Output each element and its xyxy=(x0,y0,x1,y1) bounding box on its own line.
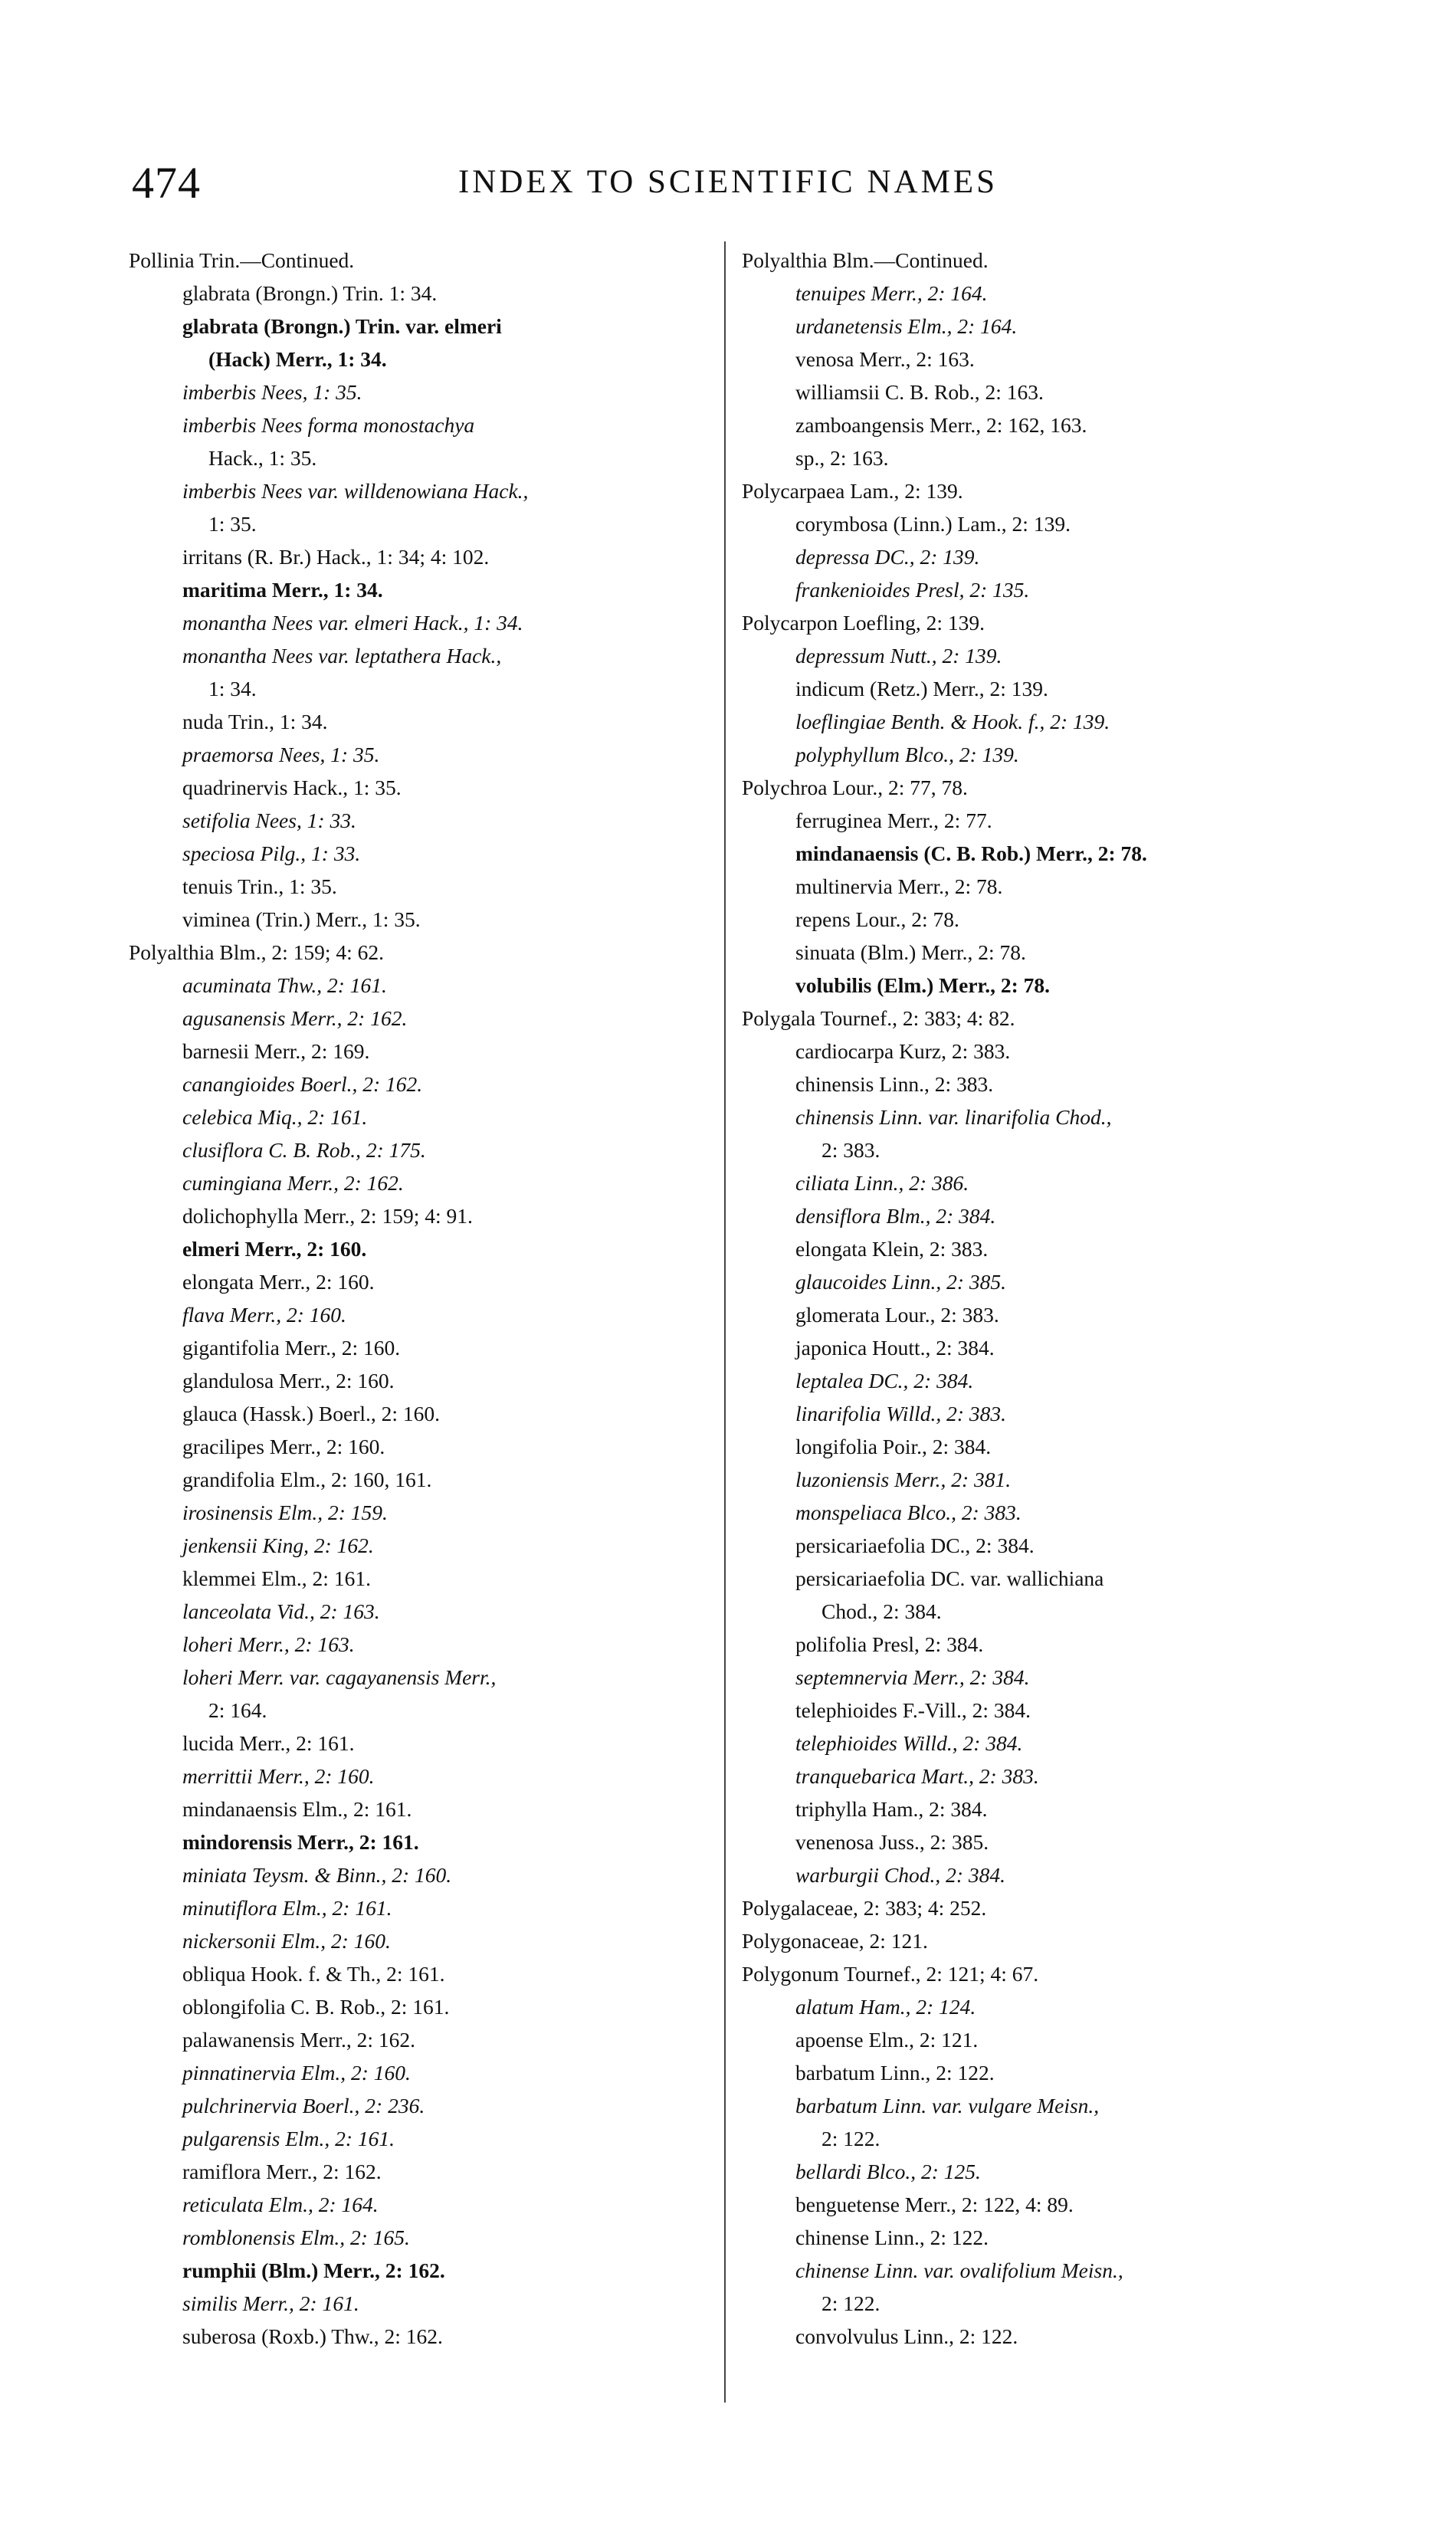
species-entry: imberbis Nees forma monostachya xyxy=(182,413,475,437)
species-entry: nickersonii Elm., 2: 160. xyxy=(182,1929,391,1953)
species-entry: elongata Klein, 2: 383. xyxy=(795,1237,989,1261)
species-entry: miniata Teysm. & Binn., 2: 160. xyxy=(182,1863,452,1887)
species-entry: praemorsa Nees, 1: 35. xyxy=(182,743,380,766)
genus-entry: Pollinia Trin.—Continued. xyxy=(129,248,355,272)
column-divider xyxy=(724,241,726,2403)
species-entry: merrittii Merr., 2: 160. xyxy=(182,1764,375,1788)
species-entry: romblonensis Elm., 2: 165. xyxy=(182,2226,410,2249)
species-entry: ciliata Linn., 2: 386. xyxy=(795,1171,969,1195)
species-entry: cardiocarpa Kurz, 2: 383. xyxy=(795,1039,1011,1063)
genus-entry: Polycarpaea Lam., 2: 139. xyxy=(742,479,963,503)
species-entry: imberbis Nees var. willdenowiana Hack., xyxy=(182,479,529,503)
species-entry: luzoniensis Merr., 2: 381. xyxy=(795,1468,1012,1491)
species-entry: tenuipes Merr., 2: 164. xyxy=(795,281,988,305)
genus-entry: Polychroa Lour., 2: 77, 78. xyxy=(742,776,968,799)
species-entry: canangioides Boerl., 2: 162. xyxy=(182,1072,423,1096)
species-entry: setifolia Nees, 1: 33. xyxy=(182,809,356,832)
species-entry: glandulosa Merr., 2: 160. xyxy=(182,1369,395,1392)
species-entry: telephioides Willd., 2: 384. xyxy=(795,1731,1023,1755)
species-entry: mindorensis Merr., 2: 161. xyxy=(182,1830,419,1854)
species-entry: urdanetensis Elm., 2: 164. xyxy=(795,314,1018,338)
species-entry: telephioides F.-Vill., 2: 384. xyxy=(795,1698,1031,1722)
species-entry: agusanensis Merr., 2: 162. xyxy=(182,1006,408,1030)
species-entry: glabrata (Brongn.) Trin. 1: 34. xyxy=(182,281,438,305)
species-entry: quadrinervis Hack., 1: 35. xyxy=(182,776,402,799)
species-entry: monantha Nees var. elmeri Hack., 1: 34. xyxy=(182,611,523,635)
species-entry: japonica Houtt., 2: 384. xyxy=(795,1336,995,1360)
species-entry: depressum Nutt., 2: 139. xyxy=(795,644,1002,668)
species-entry: sp., 2: 163. xyxy=(795,446,889,470)
species-entry: alatum Ham., 2: 124. xyxy=(795,1995,976,2019)
species-entry: obliqua Hook. f. & Th., 2: 161. xyxy=(182,1962,445,1986)
species-entry: elongata Merr., 2: 160. xyxy=(182,1270,375,1294)
species-entry: similis Merr., 2: 161. xyxy=(182,2291,359,2315)
page-header xyxy=(0,157,1456,211)
species-entry: benguetense Merr., 2: 122, 4: 89. xyxy=(795,2193,1074,2216)
species-entry: monantha Nees var. leptathera Hack., xyxy=(182,644,502,668)
genus-entry: Polygala Tournef., 2: 383; 4: 82. xyxy=(742,1006,1015,1030)
species-entry: chinensis Linn. var. linarifolia Chod., xyxy=(795,1105,1112,1129)
species-entry: imberbis Nees, 1: 35. xyxy=(182,380,362,404)
running-title: INDEX TO SCIENTIFIC NAMES xyxy=(457,164,998,200)
species-entry: loheri Merr. var. cagayanensis Merr., xyxy=(182,1665,497,1689)
species-entry: glaucoides Linn., 2: 385. xyxy=(795,1270,1006,1294)
species-entry: convolvulus Linn., 2: 122. xyxy=(795,2324,1018,2348)
species-entry: corymbosa (Linn.) Lam., 2: 139. xyxy=(795,512,1071,536)
species-entry: triphylla Ham., 2: 384. xyxy=(795,1797,988,1821)
species-entry: venenosa Juss., 2: 385. xyxy=(795,1830,989,1854)
entry-continuation: 2: 122. xyxy=(821,2291,880,2315)
species-entry: monspeliaca Blco., 2: 383. xyxy=(795,1501,1021,1524)
species-entry: williamsii C. B. Rob., 2: 163. xyxy=(795,380,1044,404)
species-entry: celebica Miq., 2: 161. xyxy=(182,1105,368,1129)
species-entry: chinense Linn. var. ovalifolium Meisn., xyxy=(795,2258,1123,2282)
species-entry: elmeri Merr., 2: 160. xyxy=(182,1237,367,1261)
species-entry: apoense Elm., 2: 121. xyxy=(795,2028,979,2052)
species-entry: leptalea DC., 2: 384. xyxy=(795,1369,974,1392)
species-entry: septemnervia Merr., 2: 384. xyxy=(795,1665,1030,1689)
species-entry: polifolia Presl, 2: 384. xyxy=(795,1632,984,1656)
species-entry: volubilis (Elm.) Merr., 2: 78. xyxy=(795,973,1051,997)
species-entry: pulchrinervia Boerl., 2: 236. xyxy=(182,2094,425,2117)
species-entry: chinense Linn., 2: 122. xyxy=(795,2226,989,2249)
species-entry: warburgii Chod., 2: 384. xyxy=(795,1863,1006,1887)
genus-entry: Polygonaceae, 2: 121. xyxy=(742,1929,928,1953)
species-entry: palawanensis Merr., 2: 162. xyxy=(182,2028,415,2052)
entry-continuation: 2: 383. xyxy=(821,1138,880,1162)
species-entry: zamboangensis Merr., 2: 162, 163. xyxy=(795,413,1087,437)
species-entry: ferruginea Merr., 2: 77. xyxy=(795,809,992,832)
species-entry: glabrata (Brongn.) Trin. var. elmeri xyxy=(182,314,502,338)
species-entry: mindanaensis (C. B. Rob.) Merr., 2: 78. xyxy=(795,841,1147,865)
species-entry: maritima Merr., 1: 34. xyxy=(182,578,383,602)
species-entry: klemmei Elm., 2: 161. xyxy=(182,1566,371,1590)
species-entry: flava Merr., 2: 160. xyxy=(182,1303,346,1327)
species-entry: grandifolia Elm., 2: 160, 161. xyxy=(182,1468,432,1491)
entry-continuation: Hack., 1: 35. xyxy=(208,446,317,470)
species-entry: ramiflora Merr., 2: 162. xyxy=(182,2160,382,2183)
entry-continuation: 2: 122. xyxy=(821,2127,880,2150)
genus-entry: Polygalaceae, 2: 383; 4: 252. xyxy=(742,1896,987,1920)
species-entry: glomerata Lour., 2: 383. xyxy=(795,1303,999,1327)
species-entry: oblongifolia C. B. Rob., 2: 161. xyxy=(182,1995,450,2019)
species-entry: multinervia Merr., 2: 78. xyxy=(795,874,1003,898)
species-entry: indicum (Retz.) Merr., 2: 139. xyxy=(795,677,1048,700)
genus-entry: Polyalthia Blm.—Continued. xyxy=(742,248,989,272)
species-entry: venosa Merr., 2: 163. xyxy=(795,347,975,371)
species-entry: linarifolia Willd., 2: 383. xyxy=(795,1402,1007,1425)
species-entry: gracilipes Merr., 2: 160. xyxy=(182,1435,385,1458)
genus-entry: Polygonum Tournef., 2: 121; 4: 67. xyxy=(742,1962,1039,1986)
species-entry: irritans (R. Br.) Hack., 1: 34; 4: 102. xyxy=(182,545,490,569)
species-entry: tenuis Trin., 1: 35. xyxy=(182,874,337,898)
species-entry: viminea (Trin.) Merr., 1: 35. xyxy=(182,907,421,931)
species-entry: dolichophylla Merr., 2: 159; 4: 91. xyxy=(182,1204,473,1228)
genus-entry: Polycarpon Loefling, 2: 139. xyxy=(742,611,985,635)
species-entry: barbatum Linn., 2: 122. xyxy=(795,2061,995,2085)
species-entry: speciosa Pilg., 1: 33. xyxy=(182,841,361,865)
species-entry: chinensis Linn., 2: 383. xyxy=(795,1072,994,1096)
entry-continuation: Chod., 2: 384. xyxy=(821,1599,942,1623)
species-entry: acuminata Thw., 2: 161. xyxy=(182,973,387,997)
species-entry: barnesii Merr., 2: 169. xyxy=(182,1039,370,1063)
species-entry: tranquebarica Mart., 2: 383. xyxy=(795,1764,1039,1788)
species-entry: nuda Trin., 1: 34. xyxy=(182,710,328,733)
species-entry: lanceolata Vid., 2: 163. xyxy=(182,1599,380,1623)
species-entry: bellardi Blco., 2: 125. xyxy=(795,2160,981,2183)
species-entry: densiflora Blm., 2: 384. xyxy=(795,1204,996,1228)
entry-continuation: 1: 34. xyxy=(208,677,257,700)
species-entry: barbatum Linn. var. vulgare Meisn., xyxy=(795,2094,1100,2117)
species-entry: minutiflora Elm., 2: 161. xyxy=(182,1896,392,1920)
species-entry: mindanaensis Elm., 2: 161. xyxy=(182,1797,412,1821)
species-entry: rumphii (Blm.) Merr., 2: 162. xyxy=(182,2258,445,2282)
entry-continuation: 2: 164. xyxy=(208,1698,267,1722)
entry-continuation: (Hack) Merr., 1: 34. xyxy=(208,347,387,371)
page-number: 474 xyxy=(132,158,201,208)
species-entry: cumingiana Merr., 2: 162. xyxy=(182,1171,404,1195)
species-entry: depressa DC., 2: 139. xyxy=(795,545,980,569)
species-entry: repens Lour., 2: 78. xyxy=(795,907,959,931)
species-entry: gigantifolia Merr., 2: 160. xyxy=(182,1336,401,1360)
species-entry: clusiflora C. B. Rob., 2: 175. xyxy=(182,1138,426,1162)
species-entry: polyphyllum Blco., 2: 139. xyxy=(795,743,1019,766)
species-entry: suberosa (Roxb.) Thw., 2: 162. xyxy=(182,2324,443,2348)
species-entry: sinuata (Blm.) Merr., 2: 78. xyxy=(795,940,1026,964)
species-entry: persicariaefolia DC. var. wallichiana xyxy=(795,1566,1104,1590)
species-entry: reticulata Elm., 2: 164. xyxy=(182,2193,379,2216)
genus-entry: Polyalthia Blm., 2: 159; 4: 62. xyxy=(129,940,385,964)
species-entry: pulgarensis Elm., 2: 161. xyxy=(182,2127,395,2150)
species-entry: jenkensii King, 2: 162. xyxy=(182,1533,374,1557)
species-entry: longifolia Poir., 2: 384. xyxy=(795,1435,992,1458)
species-entry: glauca (Hassk.) Boerl., 2: 160. xyxy=(182,1402,441,1425)
left-column xyxy=(129,244,711,2353)
species-entry: lucida Merr., 2: 161. xyxy=(182,1731,355,1755)
right-column xyxy=(742,244,1340,2353)
entry-continuation: 1: 35. xyxy=(208,512,257,536)
species-entry: pinnatinervia Elm., 2: 160. xyxy=(182,2061,411,2085)
species-entry: persicariaefolia DC., 2: 384. xyxy=(795,1533,1035,1557)
species-entry: loheri Merr., 2: 163. xyxy=(182,1632,355,1656)
species-entry: irosinensis Elm., 2: 159. xyxy=(182,1501,388,1524)
species-entry: loeflingiae Benth. & Hook. f., 2: 139. xyxy=(795,710,1110,733)
species-entry: frankenioides Presl, 2: 135. xyxy=(795,578,1030,602)
